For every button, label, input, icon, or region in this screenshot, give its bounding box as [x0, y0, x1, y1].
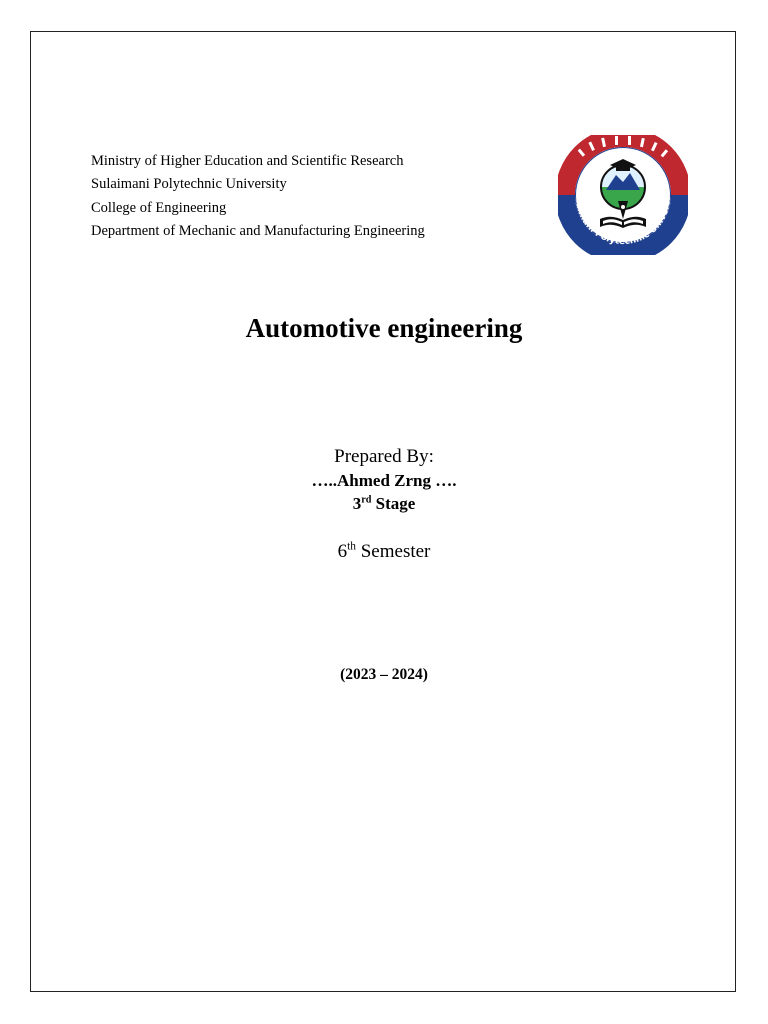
document-title: Automotive engineering [245, 313, 523, 343]
stage-ordinal: rd [361, 494, 372, 506]
semester-ordinal: th [347, 540, 356, 553]
svg-text:Sulaimani Polytechnic Universi: laimani Polytechnic Universi [573, 197, 674, 248]
university-seal-icon [558, 135, 688, 255]
department-line: Department of Mechanic and Manufacturing Engineering [91, 222, 425, 239]
semester-word: Semester [355, 541, 431, 562]
ministry-line: Ministry of Higher Education and Scientific Research [91, 153, 404, 169]
semester-line [0, 541, 768, 563]
university-line: Sulaimani Polytechnic University [91, 176, 287, 193]
institution-header [91, 150, 425, 243]
stage-line [0, 494, 768, 514]
academic-year: (2023 – 2024) [340, 666, 428, 683]
prepared-by-label: Prepared By: [334, 446, 434, 467]
semester-number: 6 [337, 541, 348, 562]
author-name: …..Ahmed Zrng …. [311, 471, 457, 490]
stage-word: Stage [371, 494, 416, 513]
college-line: College of Engineering [91, 199, 227, 216]
stage-number: 3 [352, 494, 362, 513]
